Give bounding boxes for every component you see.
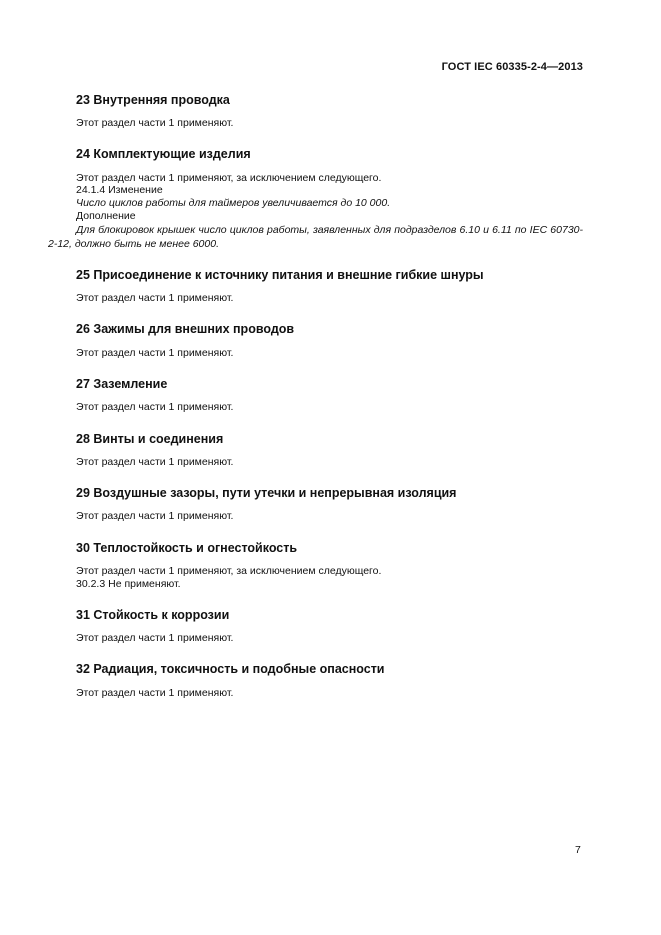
section-29-title: 29 Воздушные зазоры, пути утечки и непрерывная изоляция [76, 486, 457, 500]
section-24-change-text: Число циклов работы для таймеров увеличивается до 10 000. [76, 197, 391, 209]
section-28-text: Этот раздел части 1 применяют. [76, 456, 234, 468]
section-31-title: 31 Стойкость к коррозии [76, 608, 230, 622]
section-23-text: Этот раздел части 1 применяют. [76, 117, 234, 129]
section-24-subclause: 24.1.4 Изменение [76, 184, 163, 196]
section-31-text: Этот раздел части 1 применяют. [76, 632, 234, 644]
page-number: 7 [575, 844, 581, 856]
section-23-title: 23 Внутренняя проводка [76, 93, 230, 107]
section-30-title: 30 Теплостойкость и огнестойкость [76, 541, 298, 555]
section-24-addition-label: Дополнение [76, 210, 136, 222]
section-28-title: 28 Винты и соединения [76, 432, 224, 446]
section-32-title: 32 Радиация, токсичность и подобные опасности [76, 662, 385, 676]
section-24-title: 24 Комплектующие изделия [76, 147, 251, 161]
section-29-text: Этот раздел части 1 применяют. [76, 510, 234, 522]
section-27-title: 27 Заземление [76, 377, 168, 391]
section-27-text: Этот раздел части 1 применяют. [76, 401, 234, 413]
section-25-text: Этот раздел части 1 применяют. [76, 292, 234, 304]
section-24-addition-text: Для блокировок крышек число циклов работы, заявленных для подразделов 6.10 и 6.11 по IEC 60730-2-12, должно быть не менее 6000. [48, 224, 583, 250]
section-30-text: Этот раздел части 1 применяют, за исключением следующего. [76, 565, 382, 577]
section-32-text: Этот раздел части 1 применяют. [76, 687, 234, 699]
section-25-title: 25 Присоединение к источнику питания и внешние гибкие шнуры [76, 268, 484, 282]
section-26-title: 26 Зажимы для внешних проводов [76, 322, 295, 336]
section-24-text: Этот раздел части 1 применяют, за исключением следующего. [76, 172, 382, 184]
section-30-subclause: 30.2.3 Не применяют. [76, 578, 181, 590]
document-id-header: ГОСТ IEC 60335-2-4—2013 [441, 61, 583, 73]
section-26-text: Этот раздел части 1 применяют. [76, 347, 234, 359]
